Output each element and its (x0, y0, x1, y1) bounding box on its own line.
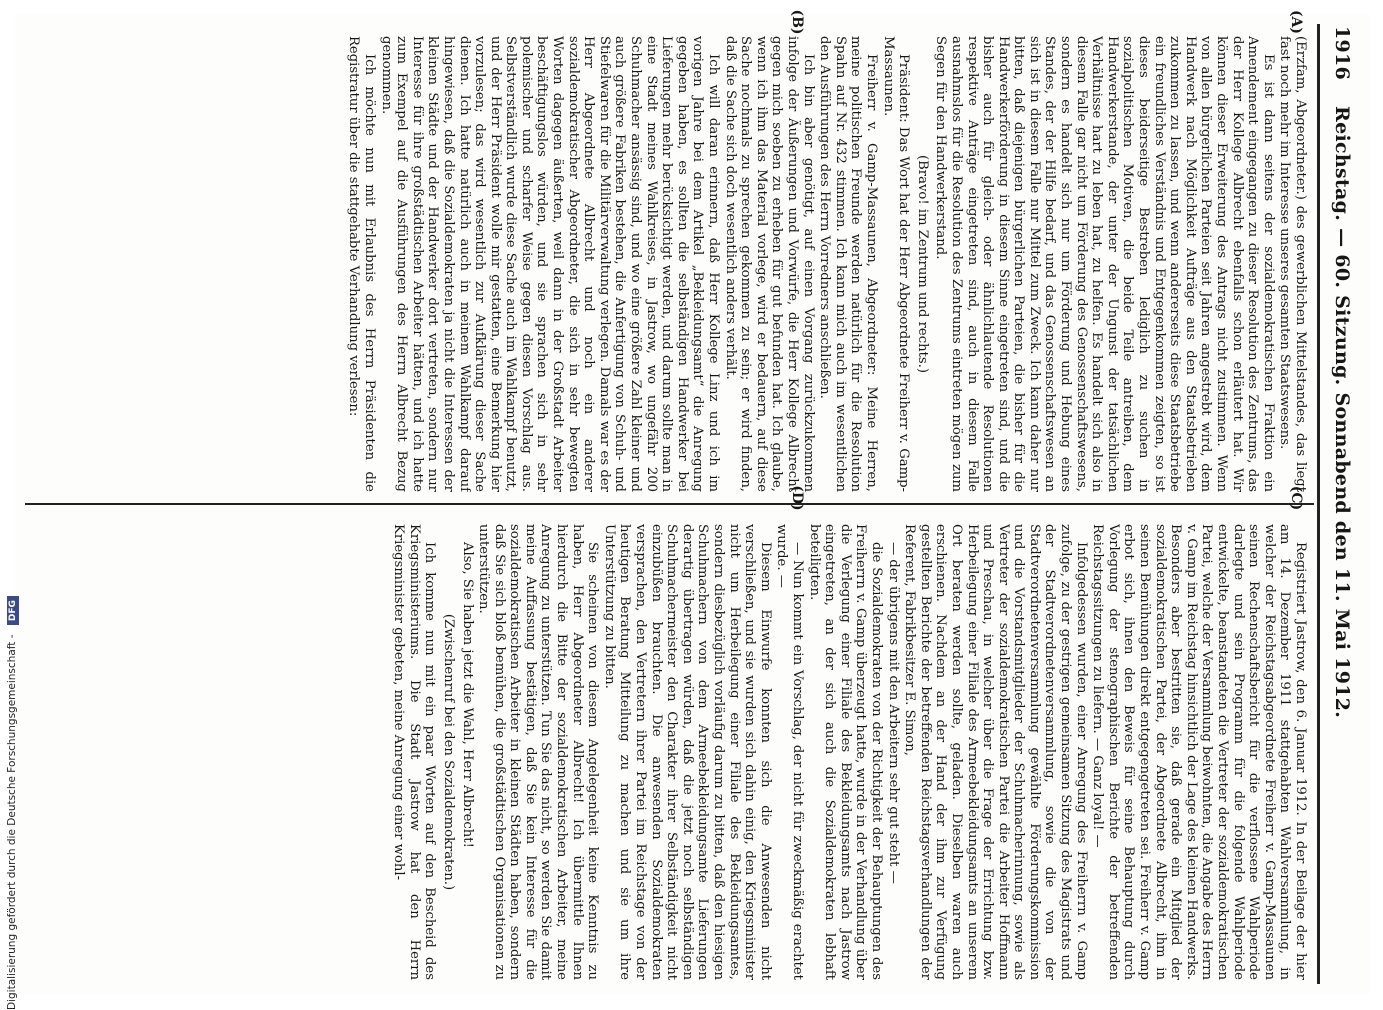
right-column-paragraph: Ich komme nun mit ein paar Worten auf den Bescheid des Kriegsministeriums. Die Stadt Jastrow hat den Herrn Kriegsminister gebeten, meine Anregung einer wohl- (391, 524, 438, 980)
page-number: 1916 (1331, 26, 1353, 81)
right-column-paragraph: (Zwischenruf bei den Sozialdemokraten.) (440, 613, 456, 891)
dfg-logo: DFG (7, 596, 19, 625)
right-column-paragraph: Sie scheinen von diesem Angelegenheit keine Kenntnis zu haben, Herr Abgeordneter Albrecht! Ich übermittle Ihnen hierdurch die Bitte der sozialdemokratischen Arbeiter, meine Anregung zu unterstützen. Tun Sie das nicht, so werden Sie damit meine Auffassung bestätigen, daß Sie kein Interesse für die sozialdemokratischen Arbeiter in kleinen Städten haben, sondern daß Sie sich bloß bemühen, die großstädtischen Organisationen zu unterstützen. (476, 524, 601, 980)
left-column-paragraph: Ich bin aber genötigt, auf einen Vorgang zurückzukommen infolge der Äußerungen und Vorwürfe, die Herr Kollege Albrecht gegen mich soeben zu erheben für gut befunden hat. Ich glaube, wenn ich ihm das Material vorlege, wird er bedauern, auf diese Sache nochmals zu sprechen gekommen zu sein; er wird finden, daß die Sache sich doch wesentlich anders verhält. (722, 36, 816, 492)
left-column (23, 36, 1308, 492)
margin-mark-b: (B) (789, 9, 805, 35)
right-column-paragraph: Infolgedessen wurden, einer Anregung des Freiherrn v. Gamp zufolge, zu der gestrigen gemeinsamen Sitzung des Magistrats und der Stadtverordnetenversammlung, sowie die von der Stadtverordnetenversammlung gewählte Förderungskommission und die Vorstandsmitglieder der Schuhmacherinnung, sowie als Vertreter der sozialdemokratischen Partei die Arbeiter Hoffmann und Preschau, in welcher über die Frage der Errichtung bzw. Herbeilegung einer Filiale des Armeebekleidungsamts an unserem Ort beraten werden sollte, geladen. Dieselben waren auch erschienen. Nachdem an der Hand der ihm zur Verfügung gestellten Berichte der betreffenden Reichstagsverhandlungen der Referent, Fabrikbesitzer E. Simon, (902, 524, 1089, 980)
left-column-paragraph: (Erzfam, Abgeordneter.) des gewerblichen Mittelstandes, das liegt fast noch mehr im Interesse unseres gesamten Staatswesens. (1277, 36, 1308, 492)
right-column-paragraph: — der übrigens mit den Arbeitern sehr gut steht — (885, 542, 901, 884)
margin-mark-d: (D) (789, 485, 805, 511)
digitization-credit (6, 10, 20, 1010)
right-column-paragraph: Registriert Jastrow, den 6. Januar 1912. In der Beilage der hier am 14. Dezember 1911 stattgehabten Wahlversammlung, in welcher der Reichstagsabgeordnete Freiherr v. Gamp-Massaunen seinen Rechenschaftsbericht für die verflossene Wahlperiode darlegte und sein Programm für die folgende Wahlperiode entwickelte, beanstandeten die Vertreter der sozialdemokratischen Partei, welche der Versammlung beiwohnten, die Angabe des Herrn v. Gamp im Reichstag hinsichtlich der Lage des kleinen Handwerks. Besonders aber bestritten sie, daß gerade ein Mitglied der sozialdemokratischen Partei, der Abgeordnete Albrecht, ihm in seinen Bemühungen direkt entgegengetreten sei. Freiherr v. Gamp erbot sich, ihnen den Beweis für seine Behauptung durch Vorlegung der stenographischen Berichte der betreffenden Reichstagssitzungen zu liefern. — Ganz loyal! — (1090, 524, 1308, 980)
left-column-paragraph: (Bravo! im Zentrum und rechts.) (914, 154, 930, 374)
right-column-paragraph: — Nun kommt ein Vorschlag, der nicht für zweckmäßig erachtet wurde. — (774, 524, 805, 980)
margin-mark-a: (A) (1288, 9, 1304, 35)
left-column-paragraph: Ich möchte nun mit Erlaubnis des Herrn Präsidenten die Registratur über die stattgehabte Verhandlung verlesen: (346, 36, 377, 492)
left-column-paragraph: Ich will daran erinnern, daß Herr Kollege Linz und ich im vorigen Jahre bei dem Artikel „Bekleidungsamt“ die Anregung gegeben haben, es sollten die selbständigen Handwerker bei Lieferungen mehr berücksichtigt werden, und darum sollte man in eine Stadt meines Wahlkreises, in Jastrow, wo ungefähr 200 Schuhmacher ansässig sind, und wo eine größere Zahl kleiner und auch größere Fabriken bestehen, die Anfertigung von Schuh- und Stiefelwaren für die Militärverwaltung verlegen. Damals war es der Herr Abgeordnete Albrecht und noch ein anderer sozialdemokratischer Abgeordneter, die sich in sehr bewegten Worten dagegen äußerten, weil dann in der Großstadt Arbeiter beschäftigungslos würden, und sie sprachen sich in sehr polemischer und scharfer Weise gegen diesen Vorschlag aus. Selbstverständlich wurde diese Sache auch im Wahlkampf benutzt, und der Herr Präsident wolle mir gestatten, eine Bemerkung hier vorzulesen; das wird wesentlich zur Aufklärung dieser Sache dienen. Ich hatte natürlich auch in meinem Wahlkampf darauf hingewiesen, daß die Sozialdemokraten ja nicht die Interessen der kleinen Städte und der Handwerker dort vertreten, sondern nur Interesse für ihre großstädtischen Arbeiter hätten, und ich hatte zum Exempel auf die Ausführungen des Herrn Albrecht Bezug genommen. (378, 36, 722, 492)
page-title: Reichstag. — 60. Sitzung. Sonnabend den 11. Mai 1912. (1331, 106, 1353, 719)
header-rule (1317, 24, 1320, 984)
page-header (1322, 26, 1362, 982)
left-column-paragraph: Es ist dann seitens der sozialdemokratischen Fraktion ein Amendement eingegangen zu dieser Resolution des Zentrums, das der Herr Kollege Albrecht ebenfalls schon erläutert hat. Wir können dieser Erweiterung des Antrags nicht zustimmen. Wenn von allen bürgerlichen Parteien seit Jahren angestrebt wird, dem Handwerk nach Möglichkeit Aufträge aus den Staatsbetrieben zukommen zu lassen, und wenn andererseits diese Staatsbetriebe ein freundliches Verständnis und Entgegenkommen zeigten, so ist dieses beiderseitige Bestreben lediglich zu suchen in sozialpolitischen Motiven, die beide Teile antreiben, dem Handwerkerstande, der unter der Ungunst der tatsächlichen Verhältnisse hart zu leben hat, zu helfen. Es handelt sich also in diesem Falle gar nicht um Förderung des Genossenschaftswesens, sondern es handelt sich nur um Förderung und Hebung eines Standes, der der Hilfe bedarf, und das Genossenschaftswesen an sich ist in diesem Falle nur Mittel zum Zweck. Ich kann daher nur bitten, daß diejenigen bürgerlichen Parteien, die bisher für die Handwerkerförderung in diesem Sinne eingetreten sind, und die bisher auch für gleich- oder ähnlichlautende Resolutionen respektive Anträge eingetreten sind, auch in diesem Falle ausnahmslos für die Resolution des Zentrums eintreten mögen zum Segen für den Handwerkerstand. (933, 36, 1276, 492)
left-column-paragraph: Freiherr v. Gamp-Massaunen, Abgeordneter: Meine Herren, meine politischen Freunde werden natürlich für die Resolution Spahn auf Nr. 432 stimmen. Ich kann mich auch im wesentlichen den Ausführungen des Herrn Vorredners anschließen. (817, 36, 879, 492)
left-column-paragraph: Präsident: Das Wort hat der Herr Abgeordnete Freiherr v. Gamp-Massaunen. (880, 36, 912, 492)
right-column-paragraph: Diesem Einwurfe konnten sich die Anwesenden nicht verschließen, und sie wurden sich dahin einig, den Kriegsminister nicht um Herbeilegung einer Filiale des Bekleidungsamtes, sondern diesbezüglich vorläufig darum zu bitten, daß den hiesigen Schuhmachern von dem Armeebekleidungsamte Lieferungen derartig übertragen würden, daß die jetzt noch selbständigen Schuhmachermeister den Charakter ihrer Selbständigkeit nicht einzubüßen brauchten. Die anwesenden Sozialdemokraten versprachen, den Vertretern ihrer Partei im Reichstage von der heutigen Beratung Mitteilung zu machen und sie um ihre Unterstützung zu bitten. (601, 524, 773, 980)
right-column-paragraph: die Sozialdemokraten von der Richtigkeit der Behauptungen des Freiherrn v. Gamp überzeugt hatte, wurde in der Verhandlung über die Verlegung einer Filiale des Bekleidungsamts nach Jastrow eingetreten, an der sich auch die Sozialdemokraten lebhaft beteiligten. (806, 524, 884, 980)
right-column (23, 524, 1308, 980)
right-column-paragraph: Also, Sie haben jetzt die Wahl, Herr Albrecht! (459, 542, 475, 848)
column-divider (25, 503, 1314, 505)
margin-mark-c: (C) (1288, 485, 1304, 511)
scanned-page (15, 9, 1370, 994)
credit-text: Digitalisierung gefördert durch die Deutsche Forschungsgemeinschaft - (6, 634, 18, 1010)
